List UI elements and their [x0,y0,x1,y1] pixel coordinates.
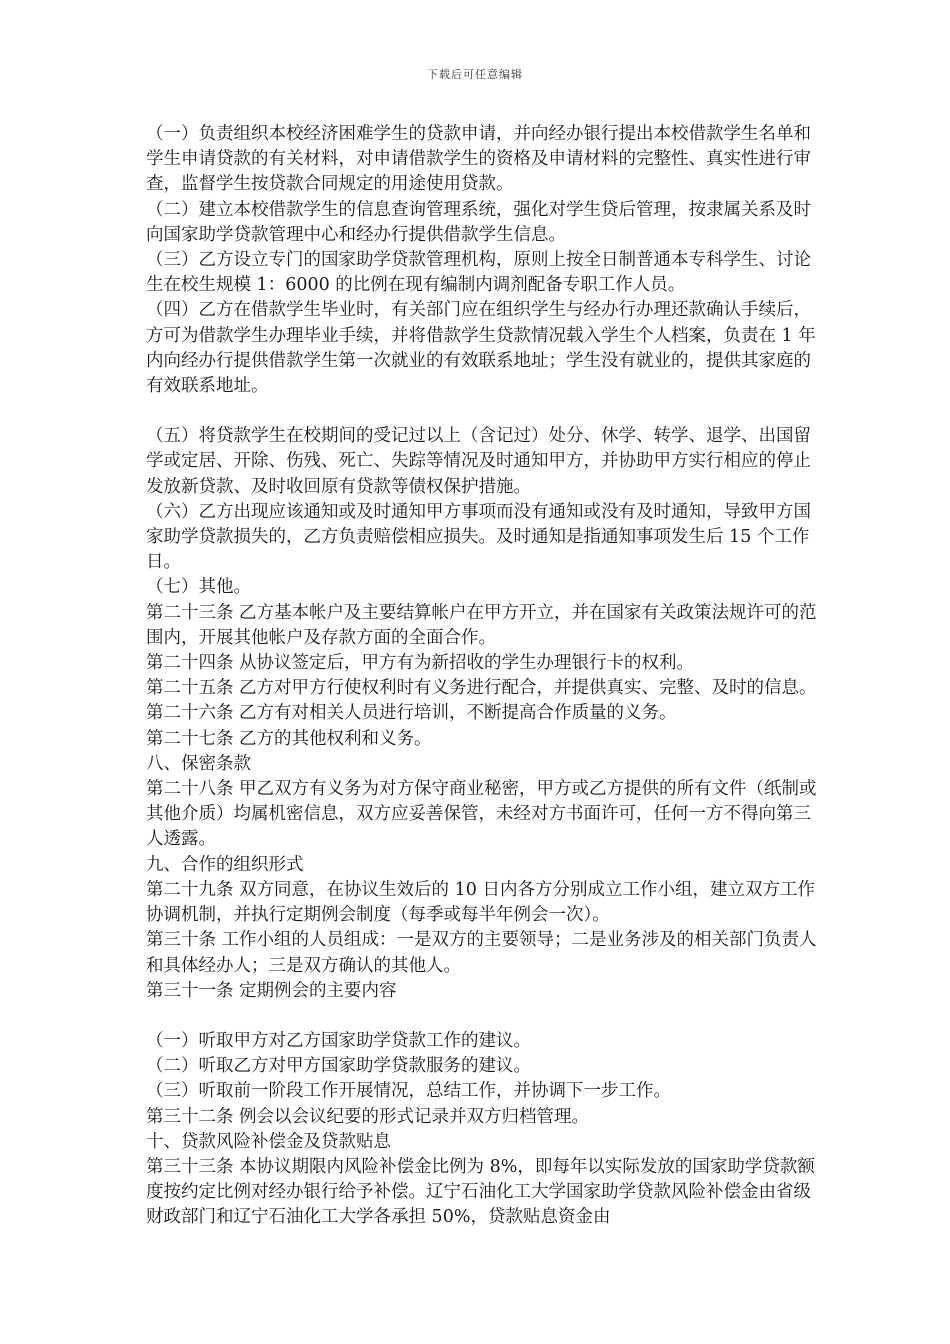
article-24: 第二十四条 从协议签定后，甲方有为新招收的学生办理银行卡的权利。 [146,653,695,674]
document-body [146,122,822,1231]
paragraph-2: （二）建立本校借款学生的信息查询管理系统，强化对学生贷后管理，按隶属关系及时向国家助学贷款管理中心和经办行提供借款学生信息。 [146,199,811,245]
article-28: 第二十八条 甲乙双方有义务为对方保守商业秘密，甲方或乙方提供的所有文件（纸制或其他介质）均属机密信息，双方应妥善保管，未经对方书面许可，任何一方不得向第三人透露。 [146,779,817,850]
meeting-item-2: （二）听取乙方对甲方国家助学贷款服务的建议。 [146,1056,531,1077]
section-heading-8: 八、保密条款 [146,753,251,774]
paragraph-5: （五）将贷款学生在校期间的受记过以上（含记过）处分、休学、转学、退学、出国留学或定居、开除、伤残、死亡、失踪等情况及时通知甲方，并协助甲方实行相应的停止发放新贷款、及时收回原有贷款等债权保护措施。 [146,426,811,497]
article-31: 第三十一条 定期例会的主要内容 [146,980,397,1001]
paragraph-7: （七）其他。 [146,577,251,598]
article-33: 第三十三条 本协议期限内风险补偿金比例为 8%，即每年以实际发放的国家助学贷款额度按约定比例对经办银行给予补偿。辽宁石油化工大学国家助学贷款风险补偿金由省级财政部门和辽宁石油化工大学各承担 50%，贷款贴息资金由 [146,1156,815,1228]
paragraph-3: （三）乙方设立专门的国家助学贷款管理机构，原则上按全日制普通本专科学生、讨论生在校生规模 1：6000 的比例在现有编制内调剂配备专职工作人员。 [146,250,811,296]
paragraph-1: （一）负责组织本校经济困难学生的贷款申请，并向经办银行提出本校借款学生名单和学生申请贷款的有关材料，对申请借款学生的资格及申请材料的完整性、真实性进行审查，监督学生按贷款合同规定的用途使用贷款。 [146,124,811,195]
paragraph-spacer [146,1004,822,1029]
article-29: 第二十九条 双方同意，在协议生效后的 10 日内各方分别成立工作小组，建立双方工作协调机制，并执行定期例会制度（每季或每半年例会一次）。 [146,879,815,926]
article-25-26: 第二十五条 乙方对甲方行使权利时有义务进行配合，并提供真实、完整、及时的信息。 第二十六条 乙方有对相关人员进行培训，不断提高合作质量的义务。 [146,678,817,724]
meeting-item-1: （一）听取甲方对乙方国家助学贷款工作的建议。 [146,1030,531,1051]
article-32: 第三十二条 例会以会议纪要的形式记录并双方归档管理。 [146,1106,590,1127]
header-note: 下载后可任意编辑 [427,68,523,81]
meeting-item-3: （三）听取前一阶段工作开展情况，总结工作，并协调下一步工作。 [146,1081,671,1102]
paragraph-6: （六）乙方出现应该通知或及时通知甲方事项而没有通知或没有及时通知，导致甲方国家助学贷款损失的，乙方负责赔偿相应损失。及时通知是指通知事项发生后 15 个工作日。 [146,501,811,573]
article-23: 第二十三条 乙方基本帐户及主要结算帐户在甲方开立，并在国家有关政策法规许可的范围内，开展其他帐户及存款方面的全面合作。 [146,602,817,648]
article-27: 第二十七条 乙方的其他权利和义务。 [146,728,432,749]
article-30: 第三十条 工作小组的人员组成：一是双方的主要领导；二是业务涉及的相关部门负责人和具体经办人；三是双方确认的其他人。 [146,930,817,976]
section-heading-9: 九、合作的组织形式 [146,854,304,875]
paragraph-spacer [146,399,822,424]
paragraph-4: （四）乙方在借款学生毕业时，有关部门应在组织学生与经办行办理还款确认手续后，方可为借款学生办理毕业手续，并将借款学生贷款情况载入学生个人档案，负责在 1 年内向经办行提供借款学生第一次就业的有效联系地址；学生没有就业的，提供其家庭的有效联系地址。 [146,300,816,397]
section-heading-10: 十、贷款风险补偿金及贷款贴息 [146,1131,391,1152]
